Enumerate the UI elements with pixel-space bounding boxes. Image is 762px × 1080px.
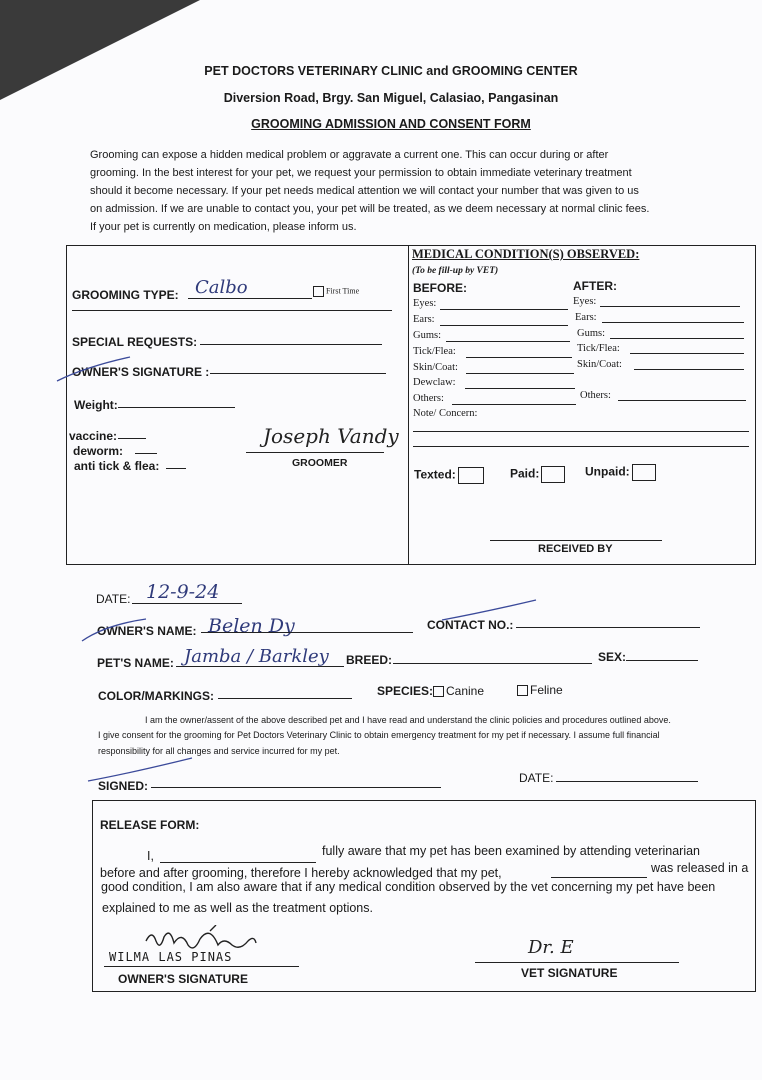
before-skin-line[interactable] (466, 373, 574, 374)
first-time-option[interactable] (313, 286, 359, 297)
before-dewclaw-line[interactable] (465, 388, 575, 389)
after-gums-label: Gums: (577, 328, 606, 339)
grooming-type-value[interactable]: Calbo (195, 277, 248, 298)
first-time-label: First Time (326, 286, 360, 296)
after-skin-label: Skin/Coat: (577, 359, 622, 370)
anti-tick-line[interactable] (166, 468, 186, 469)
before-eyes-label: Eyes: (413, 298, 437, 309)
owner-signature-line-release (104, 966, 299, 967)
after-eyes-line[interactable] (600, 306, 740, 307)
release-line-1a: I, (147, 849, 154, 863)
groomer-signature: Joseph Vandy (263, 424, 399, 448)
breed-label: BREED: (346, 653, 393, 667)
release-line-2b: was released in a (651, 861, 749, 875)
intro-text (90, 146, 700, 236)
feline-option[interactable] (517, 683, 563, 697)
deworm-label: deworm: (73, 444, 124, 458)
weight-label: Weight: (74, 398, 118, 412)
color-label: COLOR/MARKINGS: (98, 689, 214, 703)
vet-signature: Dr. E (528, 937, 574, 958)
contact-label: CONTACT NO.: (427, 618, 514, 632)
canine-checkbox[interactable] (433, 686, 444, 697)
form-title: GROOMING ADMISSION AND CONSENT FORM (251, 117, 531, 131)
intro-line: should it become necessary. If your pet needs medical attention we will contact your number that was given to us (90, 185, 639, 197)
pen-mark (80, 615, 150, 645)
vet-signature-label: VET SIGNATURE (521, 966, 618, 980)
special-requests-label: SPECIAL REQUESTS: (72, 335, 198, 349)
feline-checkbox[interactable] (517, 685, 528, 696)
medical-title: MEDICAL CONDITION(S) OBSERVED: (412, 247, 640, 261)
consent-date-label: DATE: (519, 771, 554, 785)
groomer-label: GROOMER (292, 457, 348, 469)
canine-label: Canine (446, 684, 485, 698)
release-pet-line[interactable] (551, 877, 647, 878)
vet-signature-line (475, 962, 679, 963)
owner-name-line (201, 632, 413, 633)
pet-name-label: PET'S NAME: (97, 656, 174, 670)
release-title: RELEASE FORM: (100, 818, 200, 832)
intro-line: grooming. In the best interest for your pet, we request your permission to obtain immediate veterinary treatment (90, 167, 632, 179)
before-tick-line[interactable] (466, 357, 572, 358)
texted-label: Texted: (414, 467, 456, 482)
after-others-line[interactable] (618, 400, 746, 401)
release-name-line[interactable] (160, 862, 316, 863)
after-label: AFTER: (573, 279, 617, 293)
release-line-3: good condition, I am also aware that if any medical condition observed by the vet concerning my pet have been (101, 880, 716, 894)
consent-line-2: I give consent for the grooming for Pet Doctors Veterinary Clinic to obtain emergency treatment for my pet if necessary. I assume full financial (98, 730, 660, 740)
before-dewclaw-label: Dewclaw: (413, 377, 456, 388)
after-gums-line[interactable] (610, 338, 744, 339)
note-line-2[interactable] (413, 446, 749, 447)
before-others-label: Others: (413, 393, 444, 404)
after-ears-line[interactable] (602, 322, 744, 323)
date-label: DATE: (96, 592, 131, 606)
owner-signature-line[interactable] (210, 373, 386, 374)
contact-line[interactable] (516, 627, 700, 628)
texted-option[interactable] (414, 467, 484, 484)
before-gums-label: Gums: (413, 330, 442, 341)
release-line-2a: before and after grooming, therefore I hereby acknowledged that my pet, (100, 866, 502, 880)
note-label: Note/ Concern: (413, 408, 478, 419)
date-value[interactable]: 12-9-24 (146, 581, 220, 603)
before-ears-line[interactable] (440, 325, 568, 326)
intro-line: If your pet is currently on medication, please inform us. (90, 221, 357, 233)
canine-option[interactable] (433, 684, 484, 698)
owner-name-value[interactable]: Belen Dy (208, 615, 295, 637)
release-line-4: explained to me as well as the treatment options. (102, 901, 373, 915)
grooming-type-label: GROOMING TYPE: (72, 288, 179, 302)
release-line-1b: fully aware that my pet has been examined by attending veterinarian (322, 844, 701, 858)
before-ears-label: Ears: (413, 314, 435, 325)
after-tick-line[interactable] (630, 353, 744, 354)
owner-signature-label: OWNER'S SIGNATURE : (72, 365, 210, 379)
owner-signature-label-release: OWNER'S SIGNATURE (118, 972, 248, 986)
weight-line[interactable] (118, 407, 235, 408)
after-tick-label: Tick/Flea: (577, 343, 620, 354)
medical-subtitle: (To be fill-up by VET) (412, 266, 499, 276)
pet-name-line (176, 666, 344, 667)
special-requests-line[interactable] (200, 344, 382, 345)
owner-printed-signature: WILMA LAS PINAS (109, 950, 233, 964)
unpaid-option[interactable] (585, 464, 656, 481)
before-tick-label: Tick/Flea: (413, 346, 456, 357)
vaccine-label: vaccine: (69, 429, 118, 443)
sex-label: SEX: (598, 650, 627, 664)
before-skin-label: Skin/Coat: (413, 362, 458, 373)
intro-line: on admission. If we are unable to contact you, your pet will be treated, as we deem necessary at normal clinic fees. (90, 203, 650, 215)
after-eyes-label: Eyes: (573, 296, 597, 307)
pet-name-value[interactable]: Jamba / Barkley (184, 646, 329, 667)
note-line-1[interactable] (413, 431, 749, 432)
clinic-name: PET DOCTORS VETERINARY CLINIC and GROOMING CENTER (204, 64, 578, 78)
after-ears-label: Ears: (575, 312, 597, 323)
owner-scribble-signature (140, 925, 270, 953)
clinic-address: Diversion Road, Brgy. San Miguel, Calasiao, Pangasinan (223, 91, 559, 105)
paid-option[interactable] (510, 466, 565, 483)
unpaid-label: Unpaid: (585, 464, 630, 479)
first-time-checkbox[interactable] (313, 286, 324, 297)
consent-date-line[interactable] (556, 781, 698, 782)
species-label: SPECIES: (377, 684, 434, 698)
unpaid-checkbox[interactable] (632, 464, 656, 481)
color-line[interactable] (218, 698, 352, 699)
before-others-line[interactable] (452, 404, 576, 405)
anti-tick-label: anti tick & flea: (74, 459, 160, 473)
vaccine-line[interactable] (118, 438, 146, 439)
before-label: BEFORE: (413, 281, 467, 295)
consent-line-3: responsibility for all changes and service incurred for my pet. (98, 746, 340, 756)
box-divider (408, 245, 409, 565)
owner-name-label: OWNER'S NAME: (97, 624, 197, 638)
pen-mark (55, 355, 135, 385)
sex-line[interactable] (626, 660, 698, 661)
breed-line[interactable] (393, 663, 592, 664)
consent-line-1: I am the owner/assent of the above described pet and I have read and understand the clinic policies and procedures outlined above. (145, 715, 671, 725)
feline-label: Feline (530, 683, 563, 697)
texted-checkbox[interactable] (458, 467, 484, 484)
groomer-signature-line (246, 452, 384, 453)
scan-corner-shadow (0, 0, 200, 100)
grooming-type-line (188, 298, 312, 299)
signed-label: SIGNED: (98, 779, 149, 793)
received-by-label: RECEIVED BY (538, 543, 613, 555)
pen-mark (440, 598, 540, 624)
deworm-line[interactable] (135, 453, 157, 454)
signed-line[interactable] (151, 787, 441, 788)
after-others-label: Others: (580, 390, 611, 401)
before-eyes-line[interactable] (440, 309, 568, 310)
intro-line: Grooming can expose a hidden medical problem or aggravate a current one. This can occur during or after (90, 149, 609, 161)
date-line (132, 603, 242, 604)
after-skin-line[interactable] (634, 369, 744, 370)
paid-checkbox[interactable] (541, 466, 565, 483)
pen-mark (86, 755, 196, 785)
before-gums-line[interactable] (446, 341, 570, 342)
received-by-line[interactable] (490, 540, 662, 541)
grooming-extra-line (72, 310, 392, 311)
paid-label: Paid: (510, 466, 540, 481)
